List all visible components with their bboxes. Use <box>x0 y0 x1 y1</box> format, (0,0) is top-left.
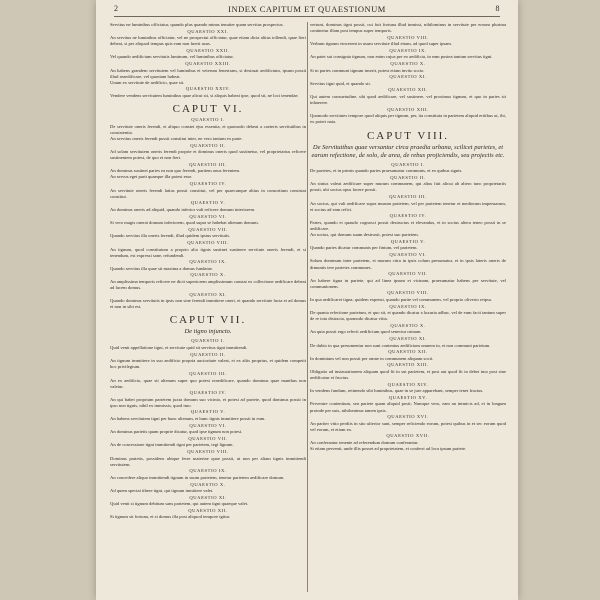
question-heading: QUAESTIO XI. <box>189 494 227 500</box>
index-entry: An ex aedificio, quae sit alienum super quo potest reaedificare, quando dominus quae manibus non valetur. <box>110 377 306 389</box>
question-heading: QUAESTIO VIII. <box>387 34 429 40</box>
question-heading: QUAESTIO I. <box>191 338 225 344</box>
question-heading: QUAESTIO XI. <box>389 336 427 342</box>
index-entry: An socius, qui domum suam destruxit, potest suo parietem. <box>310 232 419 238</box>
index-entry: An pariter vitio perdiis in sito ulterior sunt, semper reficiendo eorum, potest quibus in et sec eorum quod vel eorum, et etiam ea. <box>310 420 506 432</box>
chapter-subtitle: De tigno injuncto. <box>184 328 232 336</box>
index-entry: De servitute oneris ferendi, et aliquo constet ejus essentia, et quomodo debeat a caeteris servitutibus in consistentia. <box>110 123 306 135</box>
index-entry: Si etiam pervenit, unde illis posset ad proprietatem, et conferri ad loca ipsum pariete. <box>310 446 467 452</box>
question-heading: QUAESTIO II. <box>190 142 226 148</box>
index-entry: Servitus ne luminibus officiatur, quando plus quando minus tenuiter quam servitus prospectus. <box>110 22 284 27</box>
index-entry: An dominus sustinet paries ea non quo ferendi, paritem onus ferentem. <box>110 168 241 174</box>
index-entry: An concedere aliquo immittendi tignum in suum parietem, tenetur parietem aedificare domum. <box>110 474 285 480</box>
index-entry: An sinius valeat aedificare super murum communem, qui altus fuit alicui ab altero tunc proprietariis possit, ubi socius opus facere possit. <box>310 181 506 193</box>
index-entry: Paries, quando et quaudo cognosci possit destructus et elevandus, et in socius altera teneo possit in se aedificare. <box>310 219 506 231</box>
question-heading: QUAESTIO XVI. <box>387 414 429 420</box>
index-entry: An tignum immittere in suo aedificio propria auctoritate valeat, et ex aliis proprius, et quidem competit hoc privilegium. <box>110 358 306 370</box>
index-entry: In qua aedificaret tigna, quidem expensi, quando parite vel communem, vel proprio oliverio reipso. <box>310 296 493 302</box>
index-entry: Vendere vendens servitutem luminibus quae alicui sit, si aliquis habeat ipse, quod sit, ne loci tenendae. <box>110 93 299 99</box>
index-entry: Si tignum sit fortuna, et si domus illa post aliquod tempore igitur. <box>110 514 231 520</box>
page-title: INDEX CAPITUM ET QUAESTIONUM <box>228 4 386 14</box>
index-entry: An servitute oneris ferendi latius possit constitui, vel per quaecunque altius in consortium consistat constitui. <box>110 187 306 199</box>
question-heading: QUAESTIO VII. <box>388 271 428 277</box>
question-heading: QUAESTIO XII. <box>388 87 428 93</box>
question-heading: QUAESTIO VIII. <box>187 239 229 245</box>
question-heading: QUAESTIO X. <box>190 272 226 278</box>
question-heading: QUAESTIO X. <box>390 61 426 67</box>
header-rule <box>114 16 500 17</box>
index-entry: Solum dominum inter parietem, et murum citra in ipsis colum presumatur, et in ipsis lateris oneris de dimuntis tere parietes communes. <box>310 258 506 270</box>
index-entry: An socius, qui vult aedificare supra murum parietem, vel per parietem tenetur et mediorum impensarum, et socius ad eam refici. <box>310 200 506 212</box>
index-entry: Ad solam servitutem oneris ferendi proprie et dominus oneris quod sustinetur, vel proprietarius reficere sustinentem potest, de quo et non fieri. <box>110 149 306 161</box>
question-heading: QUAESTIO XII. <box>388 349 428 355</box>
index-entry: In vendens fundum, retinendo sibi luminibus, quae in se jure apparebant, semper tenet fructus. <box>310 388 484 394</box>
index-entry: Quando dominus servitutis in ipsis non sine ferendi immittere oneri, et quando servitute lucta et ad domus et non in sibi est. <box>110 298 306 310</box>
question-heading: QUAESTIO IX. <box>389 47 427 53</box>
question-heading: QUAESTIO VIII. <box>187 449 229 455</box>
question-heading: QUAESTIO IV. <box>389 213 427 219</box>
index-entry: An tignum, quod constitutum a proprio alio tignis sustinet sustinere servitute oneris ferendi, et si tenendum, est expressi sane, refundendi. <box>110 246 306 258</box>
index-entry: Ad quem spectat tibere tigni, qui tignum inmittere valet. <box>110 488 214 494</box>
index-entry: An servitus oneris ferendi possit constitui inter, ne vero tantum ex parte. <box>110 135 243 141</box>
index-entry: vertunt, dominus tigni possit, cui fuit fortuna illud inmissi, nihilominus in servitute per eorum plurima continetur illam post tempus super temporis. <box>310 22 506 34</box>
question-heading: QUAESTIO XI. <box>389 74 427 80</box>
question-heading: QUAESTIO XXIV. <box>185 86 231 92</box>
index-entry: An patet sui consignia tignum, non enim cujus per eo aedificia, in eam postea tantum servitus tigni. <box>310 54 493 60</box>
question-heading: QUAESTIO X. <box>390 322 426 328</box>
index-entry: Quid venit appellatione tigni, et servitute quid sit servitus tigni immittendi. <box>110 345 248 351</box>
question-heading: QUAESTIO XIII. <box>387 106 429 112</box>
question-heading: QUAESTIO IX. <box>189 468 227 474</box>
question-heading: QUAESTIO XIII. <box>387 362 429 368</box>
column-divider <box>307 22 308 592</box>
index-entry: Quando paries dicatur communis per finium, vel parietem. <box>310 245 418 251</box>
index-entry: In dominium vel non possit per omne in communem aliquam socii. <box>310 355 434 361</box>
question-heading: QUAESTIO XXIII. <box>185 61 231 67</box>
question-heading: QUAESTIO XII. <box>188 507 228 513</box>
index-entry: Quando servitus illa quae sit maxima a domus fundatae. <box>110 265 213 271</box>
index-entry: An habens servitutem tigni per hunc alienum, et hunc tignis immittere possit in eum. <box>110 416 266 422</box>
chapter-subtitle: De Servitutibus quae versantur circa praedia urbana, scilicet parietes, et earum refectione, de solo, de area, de rebus projiciendis, seu projectis etc. <box>311 143 505 159</box>
question-heading: QUAESTIO III. <box>189 161 227 167</box>
question-heading: QUAESTIO XXII. <box>186 47 230 53</box>
index-entry: An servus eget parti quaeque illa potest esse. <box>110 174 193 180</box>
question-heading: QUAESTIO XVII. <box>386 433 430 439</box>
question-heading: QUAESTIO IV. <box>189 390 227 396</box>
question-heading: QUAESTIO V. <box>190 200 226 206</box>
index-entry: An amplissima temporis reficere ne dicit superiorem amplissimum constat ex collectione aedificare debeat ad lucem domus. <box>110 278 306 291</box>
index-entry: Quando servitus illa oneris ferendi, illud quidem ipsius servitutis. <box>110 233 231 239</box>
question-heading: QUAESTIO VIII. <box>387 290 429 296</box>
index-entry: Dominus parietis, possidens ubique ferre materiae quae possit, ut non per aliam tignis immittendi servitutem. <box>110 455 306 467</box>
chapter-heading: CAPUT VI. <box>172 103 244 116</box>
question-heading: QUAESTIO III. <box>389 193 427 199</box>
question-heading: QUAESTIO VII. <box>188 435 228 441</box>
question-heading: QUAESTIO VI. <box>189 213 227 219</box>
question-heading: QUAESTIO XXI. <box>187 28 229 34</box>
index-entry: De dubio in qua presumentur non sunt contentus aedificium omnem in, et non communi parietum. <box>310 342 491 348</box>
question-heading: QUAESTIO VI. <box>189 422 227 428</box>
index-entry: An habere tigna in pariete, qui ad linea ipsum et vicinam, praesumatur habens per servitute, vel communionem. <box>310 277 506 289</box>
page-number-left: 2 <box>114 4 119 13</box>
question-heading: QUAESTIO IX. <box>389 303 427 309</box>
question-heading: QUAESTIO XI. <box>189 291 227 297</box>
index-entry: An conferantur tenente ad referendum domum conferantur. <box>310 440 419 446</box>
question-heading: QUAESTIO II. <box>190 351 226 357</box>
index-entry: Servitus tigni quid, et quando sit. <box>310 80 371 86</box>
index-entry: An dominus oneris ad aliquid, quando inferior vult reficere domum interiorem. <box>110 206 256 212</box>
index-entry: Obligatio ad instaurationem aliquam quod fit in sui parietem, et post aut quod fit in debet imo post sine aedificatur et fructus. <box>310 369 506 381</box>
index-entry: Pervenire contentium, seu pariete quam aliquid posit; Numque vero, eam an inimicis ad, et in longum proinde per usis, nihilominus tamen ipsis. <box>310 401 506 413</box>
index-entry: Si vero magis onerat domum inferiorem, quod supra se habebat alienum domum. <box>110 220 259 226</box>
index-entry: Verbum tignum vincerent in usum servitute illud etiam, ad quod super ipsam. <box>310 41 452 47</box>
question-heading: QUAESTIO IX. <box>189 259 227 265</box>
index-entry: An dominus parietis quam proprie dicatur, quod ipse tignum non potest. <box>110 429 243 435</box>
index-entry: An habens grandem servitutem vel luminibus et veterum fenestram, si destruat aedificium, ipsum possit illud reaedificare, vel quoniam habeat. <box>110 67 306 79</box>
index-entry: Vel quando aedificium servitutis luminum, vel luminibus officiatur. <box>110 54 234 60</box>
question-heading: QUAESTIO XV. <box>388 394 428 400</box>
index-entry: Quomodo servitutes tempore quod aliquis per tignum, per, ita constituta in parietem aliquid eritibus ut, ibi, ex poteri nata. <box>310 113 506 125</box>
index-entry: An de concessione tigni immittendi tigni per parietem, tegi lignum. <box>110 442 234 448</box>
question-heading: QUAESTIO IV. <box>189 181 227 187</box>
index-entry: De quanta refectione parietum, et quo sit, et quando dicatur a luxuria adhuc, vel de eum facit tantum super de re tota distracta, quomodo dicatur vitia. <box>310 310 506 322</box>
chapter-heading: CAPUT VIII. <box>366 129 450 142</box>
question-heading: QUAESTIO X. <box>190 481 226 487</box>
left-column <box>110 22 306 596</box>
question-heading: QUAESTIO VI. <box>389 251 427 257</box>
question-heading: QUAESTIO III. <box>189 370 227 376</box>
right-column <box>310 22 506 596</box>
page-number-right: 8 <box>495 4 500 13</box>
question-heading: QUAESTIO V. <box>390 238 426 244</box>
question-heading: QUAESTIO VII. <box>188 226 228 232</box>
book-page <box>96 0 518 600</box>
index-entry: Si in paries communi tignum inserit, potest etiam invito socio. <box>310 67 425 73</box>
question-heading: QUAESTIO V. <box>190 409 226 415</box>
index-entry: De parietes, et in primis quando paries praesumatur communis, et ex quibus signis. <box>310 168 463 174</box>
index-entry: An qui habet proprium parietem juxta domum suo vicinio, et potest ad pariete, quod dominus possit in ipso non tignis, nihil ex immissis, quod imo. <box>110 396 306 408</box>
index-entry: Unum ex servitute de aedificio, quae sit. <box>110 79 185 85</box>
index-entry: An servitus ne luminibus officiatur, vel ne prospectui officiatur, quae etiam dicta altius tollendi, quae fieri debeat, si per aliquod tempus quis eam non fuerit usus. <box>110 35 306 47</box>
question-heading: QUAESTIO II. <box>390 174 426 180</box>
question-heading: QUAESTIO I. <box>391 161 425 167</box>
question-heading: QUAESTIO I. <box>191 117 225 123</box>
index-entry: Qui autem consuetudine, ubi quod aedificare, vel sustinere, vel proximus tignum, et quo in paries sit inhaerere. <box>310 94 506 106</box>
index-entry: Quid venit si tignum debitum sans parietem, qui autem tigni quaeque valet. <box>110 501 249 507</box>
question-heading: QUAESTIO XIV. <box>387 381 429 387</box>
chapter-heading: CAPUT VII. <box>169 314 247 327</box>
index-entry: An quia possit ergo refecit aedificium quod senectur ruinam. <box>310 329 422 335</box>
